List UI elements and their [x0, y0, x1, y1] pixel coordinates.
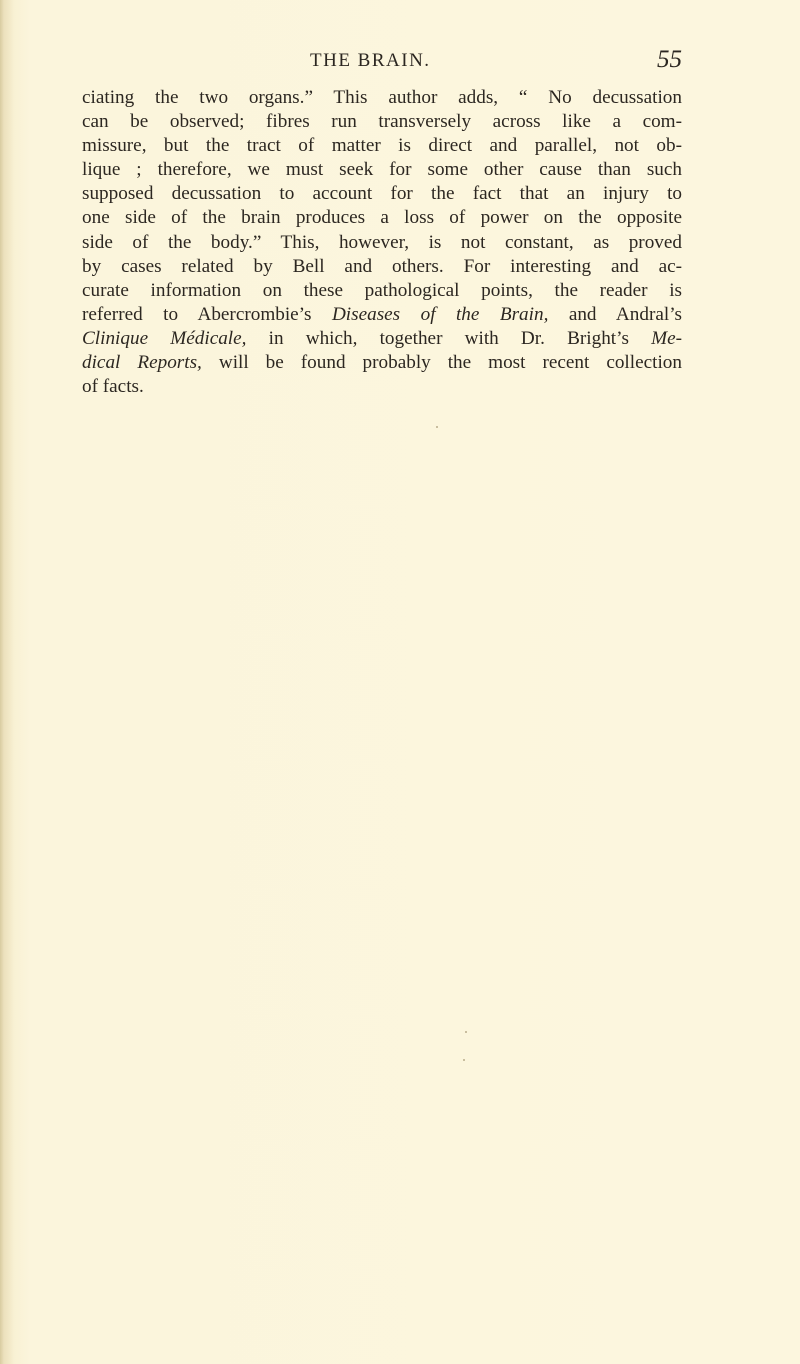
text-line: dical Reports, will be found probably the most recent collection: [82, 352, 682, 374]
text-line: can be observed; fibres run transversely across like a com-: [82, 111, 682, 133]
text-line: side of the body.” This, however, is not constant, as proved: [82, 231, 682, 253]
book-title-diseases-of-the-brain: Diseases of the Brain,: [331, 303, 549, 325]
page-header: [82, 46, 682, 78]
book-title-clinique-medicale: Clinique Médicale,: [82, 327, 247, 349]
text-line: missure, but the tract of matter is direct and parallel, not ob-: [82, 135, 682, 157]
running-title: THE BRAIN.: [310, 50, 431, 71]
book-title-medical-reports-part2: dical Reports,: [82, 352, 202, 374]
book-title-medical-reports-part1: Me-: [651, 327, 682, 349]
page-spine-shadow: [0, 0, 14, 1364]
text-line: one side of the brain produces a loss of power on the opposite: [82, 207, 682, 229]
text-line: curate information on these pathological points, the reader is: [82, 279, 682, 301]
page-number: 55: [657, 46, 682, 73]
text-line: Clinique Médicale, in which, together with Dr. Bright’s Me-: [82, 327, 682, 349]
paper-speck: [463, 1059, 465, 1061]
text-line: by cases related by Bell and others. For interesting and ac-: [82, 255, 682, 277]
text-line-last: of facts.: [82, 376, 144, 398]
paper-speck: [465, 1031, 467, 1033]
text-line: supposed decussation to account for the fact that an injury to: [82, 183, 682, 205]
text-line: ciating the two organs.” This author adds, “ No decussation: [82, 87, 682, 108]
body-paragraph: [82, 86, 682, 399]
paper-speck: [436, 426, 438, 428]
text-line: lique ; therefore, we must seek for some other cause than such: [82, 159, 682, 181]
text-line: referred to Abercrombie’s Diseases of the Brain, and Andral’s: [82, 303, 682, 325]
